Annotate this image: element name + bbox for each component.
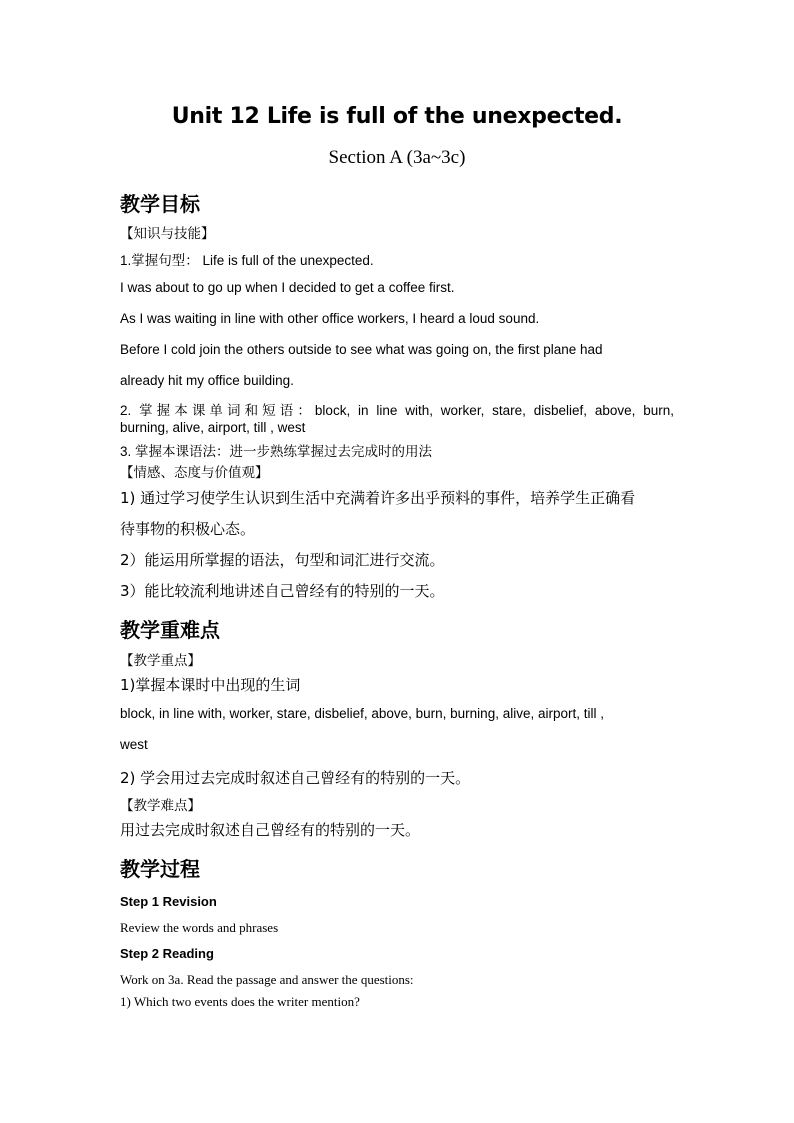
difficulty-line-1: 用过去完成时叙述自己曾经有的特别的一天。	[120, 821, 421, 839]
keypoints-heading: 教学重难点	[120, 618, 220, 642]
step-2-text: Work on 3a. Read the passage and answer the questions:	[120, 972, 414, 987]
focus-line-2: 2) 学会用过去完成时叙述自己曾经有的特别的一天。	[120, 769, 471, 787]
attitude-line-3: 3）能比较流利地讲述自己曾经有的特别的一天。	[120, 582, 445, 600]
vocab-line-2: burning, alive, airport, till , west	[120, 420, 306, 435]
process-heading: 教学过程	[120, 857, 200, 881]
step-1-title: Step 1 Revision	[120, 894, 217, 909]
document-title: Unit 12 Life is full of the unexpected.	[171, 104, 623, 129]
step-1-text: Review the words and phrases	[120, 920, 279, 935]
objectives-heading: 教学目标	[120, 192, 200, 216]
step-2-question-1: 1) Which two events does the writer mention?	[120, 994, 360, 1009]
objective-line-3: As I was waiting in line with other office workers, I heard a loud sound.	[120, 311, 540, 326]
attitude-line-1a: 1) 通过学习使学生认识到生活中充满着许多出乎预料的事件，培养学生正确看	[120, 489, 636, 507]
objective-line-2: I was about to go up when I decided to get a coffee first.	[120, 280, 455, 295]
difficulty-label: 【教学难点】	[120, 798, 201, 814]
objective-line-5: already hit my office building.	[120, 373, 294, 388]
vocab-line-1: 2. 掌握本课单词和短语：block, in line with, worker, stare, disbelief, above, burn,	[120, 403, 674, 418]
step-2-title: Step 2 Reading	[120, 946, 214, 961]
attitude-label: 【情感、态度与价值观】	[120, 465, 269, 481]
knowledge-label: 【知识与技能】	[120, 226, 215, 242]
grammar-line: 3. 掌握本课语法：进一步熟练掌握过去完成时的用法	[120, 444, 433, 459]
focus-line-1: 1)掌握本课时中出现的生词	[120, 676, 301, 694]
focus-words-a: block, in line with, worker, stare, disbelief, above, burn, burning, alive, airport, till ,	[120, 706, 604, 721]
objective-line-1: 1.掌握句型： Life is full of the unexpected.	[120, 253, 374, 268]
attitude-line-1b: 待事物的积极心态。	[120, 520, 256, 538]
attitude-line-2: 2）能运用所掌握的语法，句型和词汇进行交流。	[120, 551, 445, 569]
focus-label: 【教学重点】	[120, 653, 201, 669]
objective-line-4: Before I cold join the others outside to see what was going on, the first plane had	[120, 342, 603, 357]
document-subtitle: Section A (3a~3c)	[328, 147, 466, 168]
focus-words-b: west	[120, 737, 148, 752]
